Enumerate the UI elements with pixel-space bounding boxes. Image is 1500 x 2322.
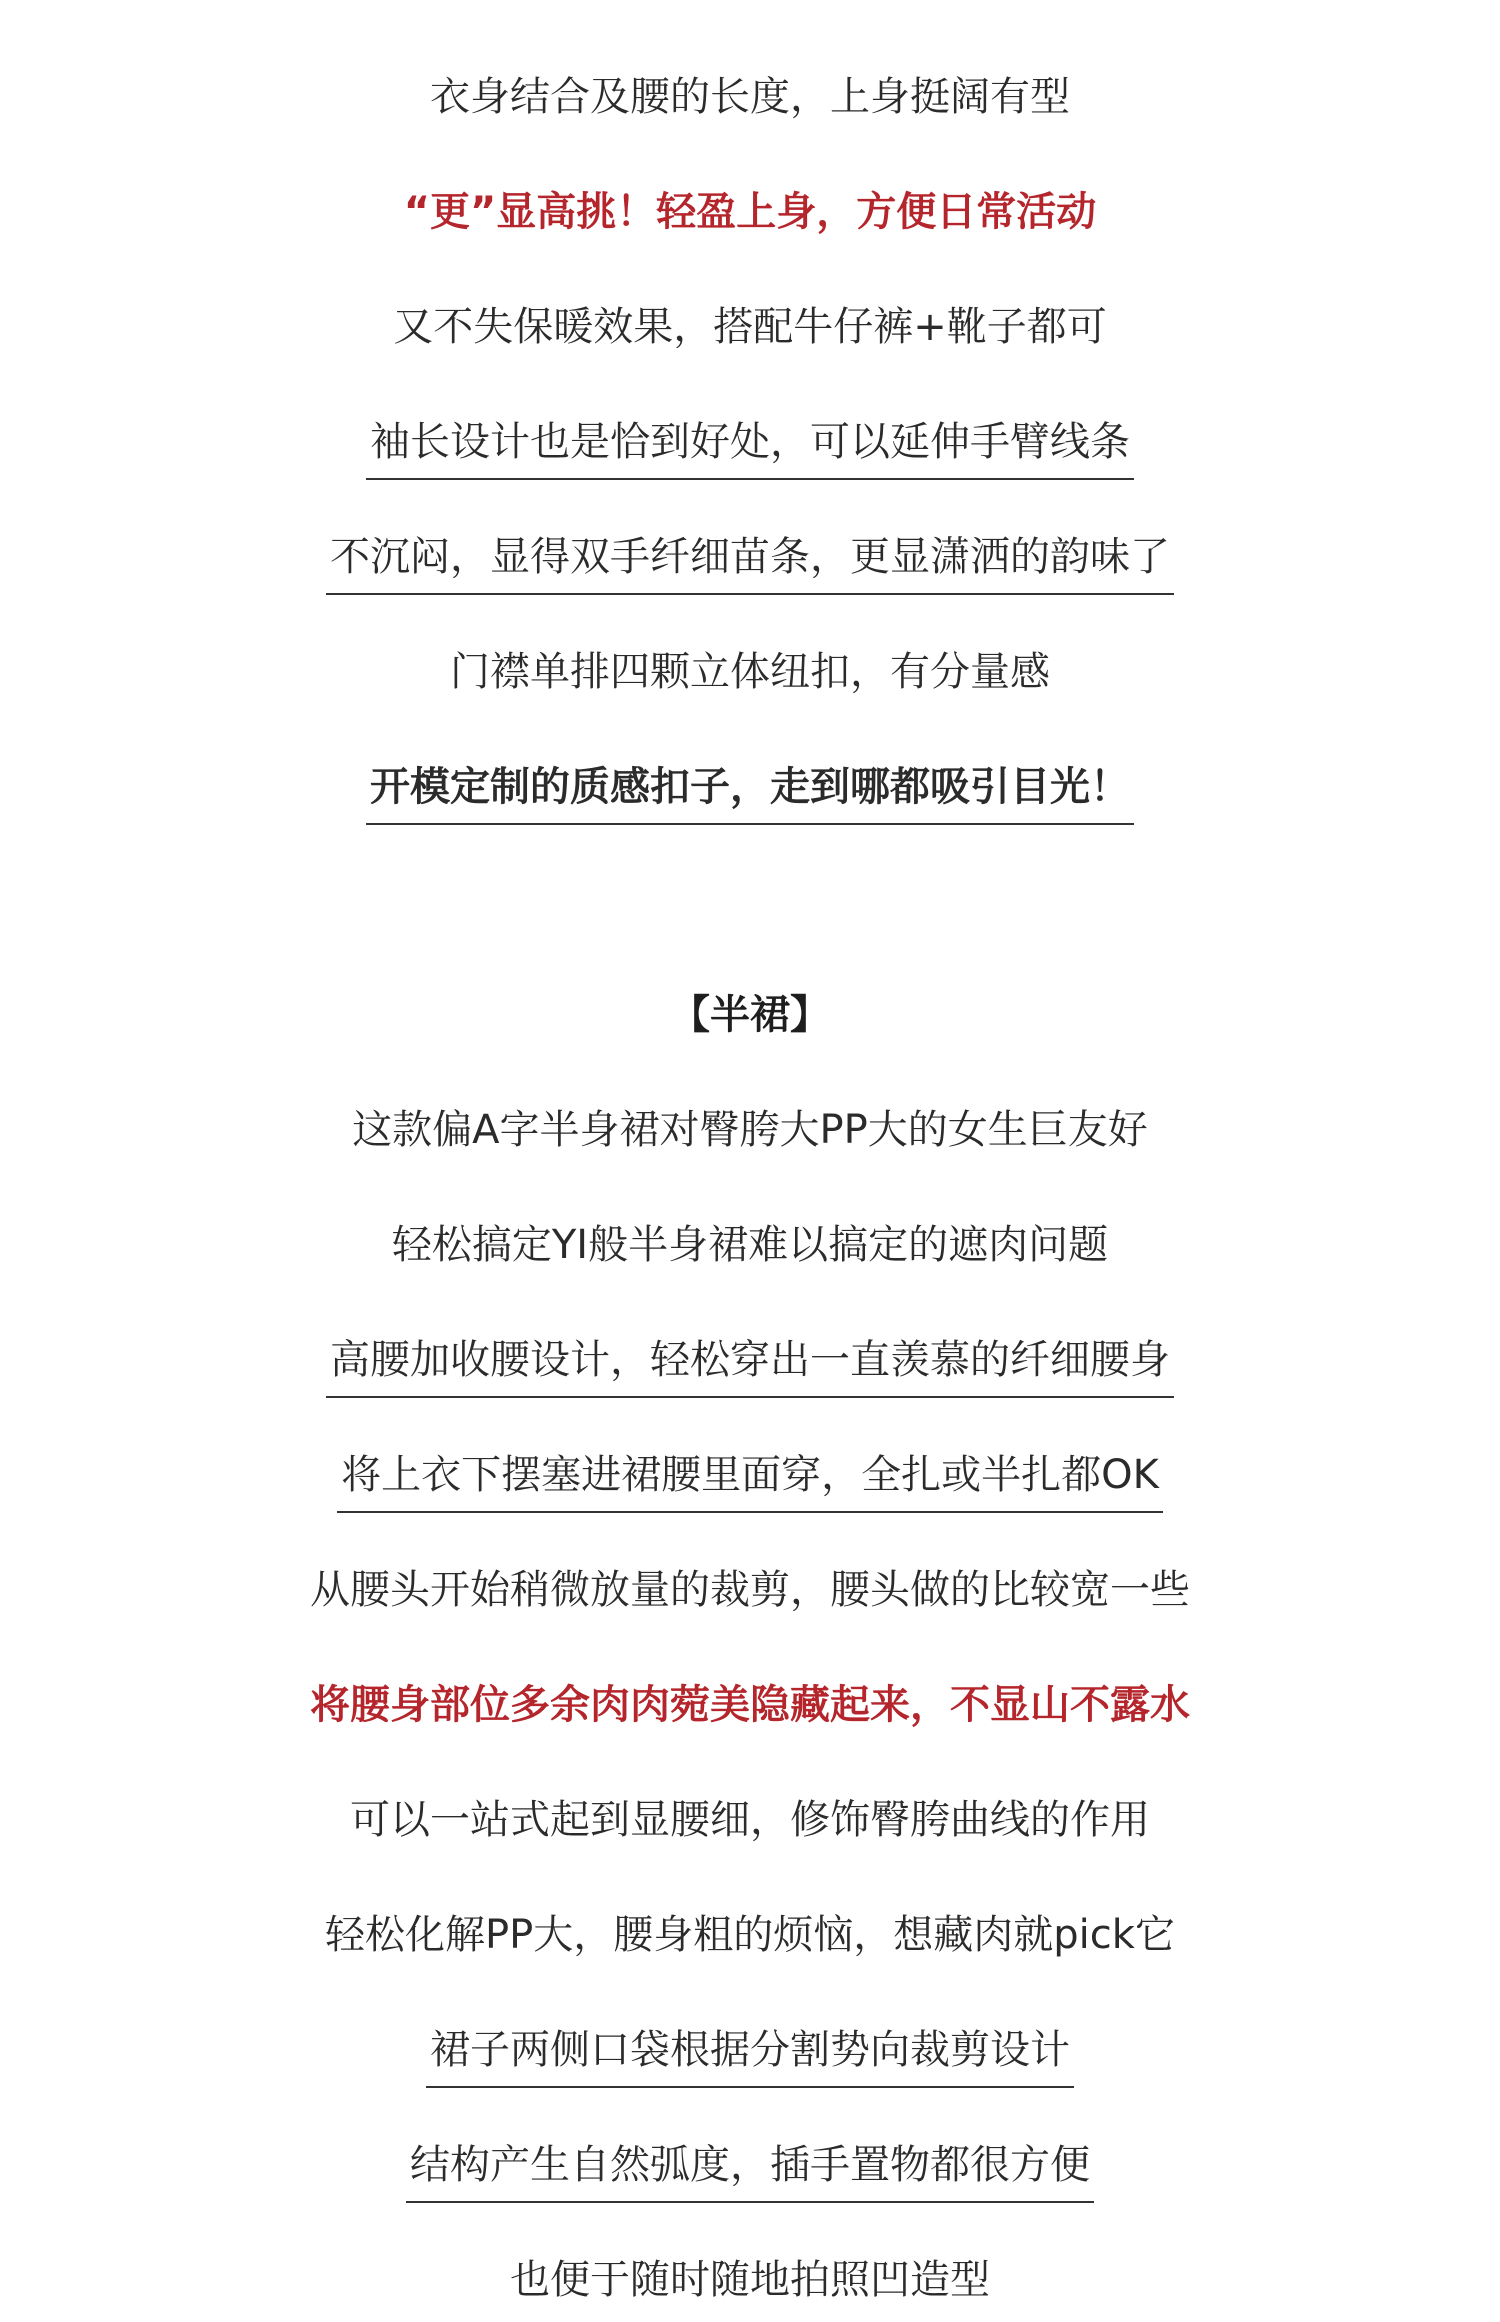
underlined-line-content: 结构产生自然弧度，插手置物都很方便 — [406, 2135, 1094, 2203]
text-line-content: 可以一站式起到显腰细，修饰臀胯曲线的作用 — [350, 1797, 1150, 1843]
underlined-line — [0, 2020, 1500, 2080]
text-line — [0, 1790, 1500, 1850]
text-line-content: 这款偏A字半身裙对臀胯大PP大的女生巨友好 — [352, 1107, 1148, 1153]
bold-underlined-line — [0, 757, 1500, 817]
text-line — [0, 297, 1500, 357]
underlined-line-content: 裙子两侧口袋根据分割势向裁剪设计 — [426, 2020, 1074, 2088]
text-line — [0, 1560, 1500, 1620]
text-line-content: 又不失保暖效果，搭配牛仔裤+靴子都可 — [393, 304, 1107, 350]
text-line-content: 也便于随时随地拍照凹造型 — [510, 2257, 990, 2303]
text-line — [0, 1100, 1500, 1160]
text-line — [0, 67, 1500, 127]
text-line — [0, 2250, 1500, 2310]
underlined-line — [0, 1330, 1500, 1390]
text-line-content: 轻松搞定YI般半身裙难以搞定的遮肉问题 — [391, 1222, 1109, 1268]
text-line — [0, 1905, 1500, 1965]
underlined-line — [0, 2135, 1500, 2195]
highlight-line-content: “更”显高挑！轻盈上身，方便日常活动 — [403, 189, 1097, 235]
text-line — [0, 642, 1500, 702]
underlined-line — [0, 527, 1500, 587]
text-line-content: 门襟单排四颗立体纽扣，有分量感 — [450, 649, 1050, 695]
underlined-line — [0, 1445, 1500, 1505]
underlined-line-content: 不沉闷，显得双手纤细苗条，更显潇洒的韵味了 — [326, 527, 1174, 595]
highlight-line — [0, 1675, 1500, 1735]
section-heading — [0, 985, 1500, 1045]
underlined-line-content: 袖长设计也是恰到好处，可以延伸手臂线条 — [366, 412, 1134, 480]
highlight-line-content: 将腰身部位多余肉肉菀美隐藏起来，不显山不露水 — [310, 1682, 1190, 1728]
text-line-content: 轻松化解PP大，腰身粗的烦恼，想藏肉就pick它 — [325, 1912, 1175, 1958]
text-line-content: 衣身结合及腰的长度，上身挺阔有型 — [430, 74, 1070, 120]
underlined-line-content: 高腰加收腰设计，轻松穿出一直羡慕的纤细腰身 — [326, 1330, 1174, 1398]
underlined-line — [0, 412, 1500, 472]
underlined-line-content: 将上衣下摆塞进裙腰里面穿，全扎或半扎都OK — [337, 1445, 1163, 1513]
text-line — [0, 1215, 1500, 1275]
section-heading-text: 【半裙】 — [670, 992, 830, 1038]
highlight-line — [0, 182, 1500, 242]
bold-underlined-line-content: 开模定制的质感扣子，走到哪都吸引目光！ — [366, 757, 1134, 825]
text-line-content: 从腰头开始稍微放量的裁剪，腰头做的比较宽一些 — [310, 1567, 1190, 1613]
